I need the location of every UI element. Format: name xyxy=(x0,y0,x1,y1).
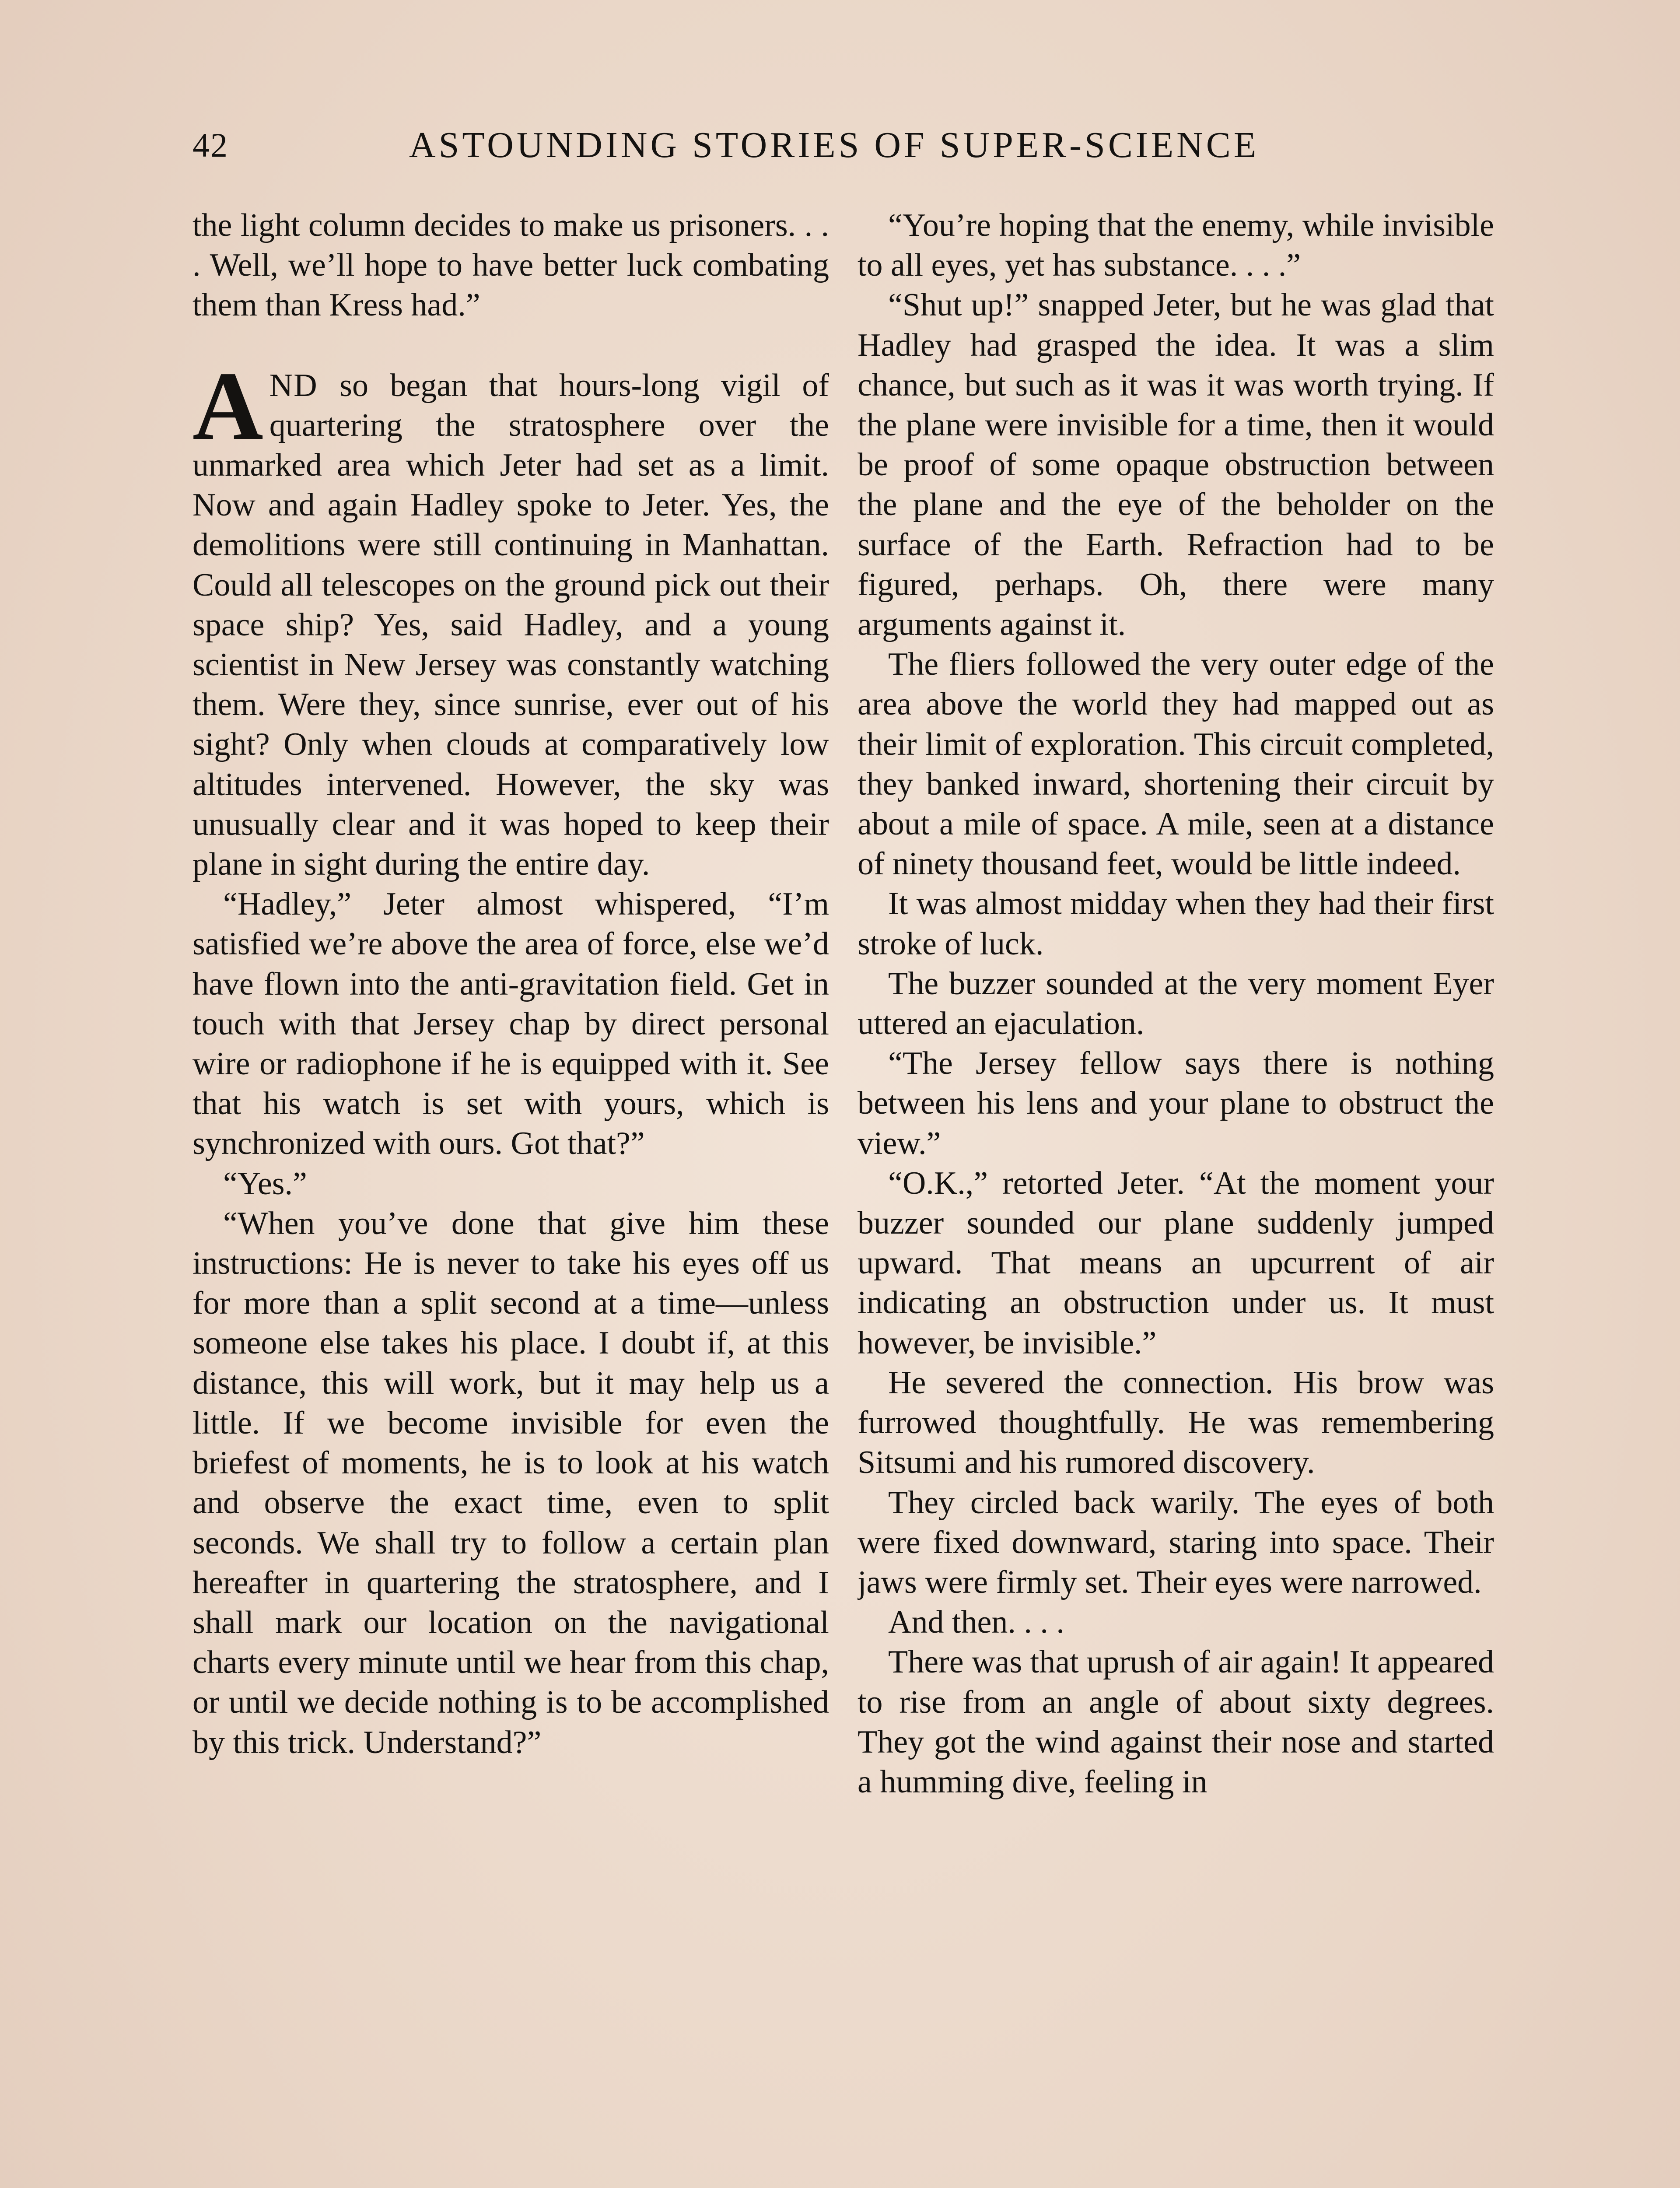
drop-cap: A xyxy=(192,351,263,460)
paragraph: It was almost midday when they had their first stroke of luck. xyxy=(858,886,1494,962)
paragraph: the light column decides to make us prisoners. . . . Well, we’ll hope to have better luck combating them than Kress had.” xyxy=(192,207,829,323)
paragraph: The fliers followed the very outer edge of the area above the world they had mapped out as their limit of exploration. This circuit completed, they banked inward, shortening their circuit by about a mile of space. A mile, seen at a distance of ninety thousand feet, would be little indeed. xyxy=(858,646,1494,882)
paragraph: They circled back warily. The eyes of both were fixed downward, staring into space. Their jaws were firmly set. Their eyes were narrowed. xyxy=(858,1484,1494,1600)
paragraph: “You’re hoping that the enemy, while invisible to all eyes, yet has substance. . . .” xyxy=(858,207,1494,284)
running-head: ASTOUNDING STORIES OF SUPER-SCIENCE xyxy=(409,125,1260,165)
page-number: 42 xyxy=(192,126,228,164)
left-column xyxy=(192,206,829,2188)
paragraph: “When you’ve done that give him these instructions: He is never to take his eyes off us for more than a split second at a time—unless someone else takes his place. I doubt if, at this distance, this will work, but it may help us a little. If we become invisible for even the briefest of moments, he is to look at his watch and observe the exact time, even to split seconds. We shall try to follow a certain plan hereafter in quartering the stratosphere, and I shall mark our location on the navigational charts every minute until we hear from this chap, or until we decide nothing is to be accomplished by this trick. Understand?” xyxy=(192,1205,829,1760)
paragraph: “The Jersey fellow says there is nothing between his lens and your plane to obstruct the view.” xyxy=(858,1045,1494,1161)
paragraph: He severed the connection. His brow was furrowed thoughtfully. He was remembering Sitsumi and his rumored discovery. xyxy=(858,1364,1494,1481)
paragraph: “O.K.,” retorted Jeter. “At the moment your buzzer sounded our plane suddenly jumped upward. That means an upcurrent of air indicating an obstruction under us. It must however, be invisible.” xyxy=(858,1165,1494,1361)
paragraph-text: so began that hours-long vigil of quartering the stratosphere over the unmarked area which Jeter had set as a limit. Now and again Hadley spoke to Jeter. Yes, the demolitions were still continuing in Manhattan. Could all telescopes on the ground pick out their space ship? Yes, said Hadley, and a young scientist in New Jersey was constantly watching them. Were they, since sunrise, ever out of his sight? Only when clouds at comparatively low altitudes intervened. However, the sky was unusually clear and it was hoped to keep their plane in sight during the entire day. xyxy=(192,367,829,883)
paragraph: And then. . . . xyxy=(888,1604,1064,1641)
dropcap-continuation: ND xyxy=(269,367,318,403)
page-header xyxy=(192,119,1501,172)
paragraph: The buzzer sounded at the very moment Eyer uttered an ejaculation. xyxy=(858,965,1494,1042)
right-column xyxy=(858,206,1494,2188)
paragraph: “Hadley,” Jeter almost whispered, “I’m satisfied we’re above the area of force, else we’d have flown into the anti-gravitation field. Get in touch with that Jersey chap by direct personal wire or radiophone if he is equipped with it. See that his watch is set with yours, which is synchronized with ours. Got that?” xyxy=(192,886,829,1162)
dropcap-paragraph xyxy=(192,351,829,885)
paragraph: “Yes.” xyxy=(223,1165,307,1202)
paragraph: There was that uprush of air again! It appeared to rise from an angle of about sixty degrees. They got the wind against their nose and started a humming dive, feeling in xyxy=(858,1644,1494,1800)
paragraph: “Shut up!” snapped Jeter, but he was glad that Hadley had grasped the idea. It was a slim chance, but such as it was it was worth trying. If the plane were invisible for a time, then it would be proof of some opaque obstruction between the plane and the eye of the beholder on the surface of the Earth. Refraction had to be figured, perhaps. Oh, there were many arguments against it. xyxy=(858,287,1494,643)
